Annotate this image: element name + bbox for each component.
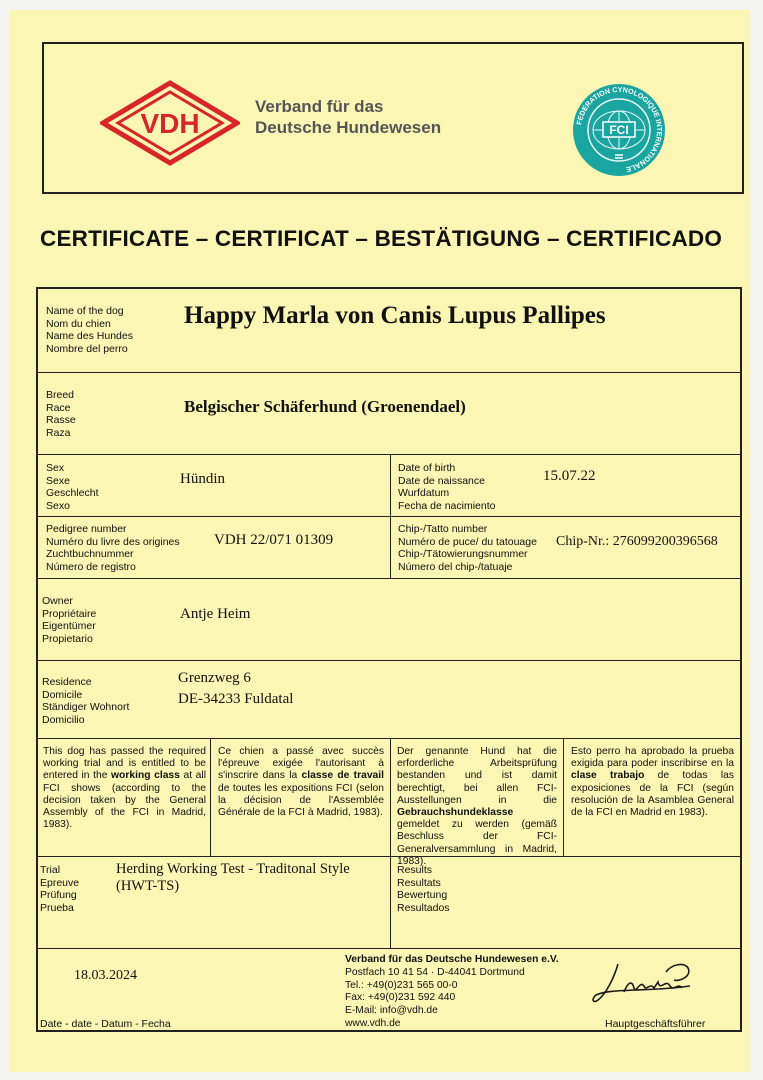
divider bbox=[390, 454, 391, 578]
sex-labels bbox=[46, 462, 99, 512]
label-de: Rasse bbox=[46, 414, 76, 426]
label-fr: Numéro de puce/ du tatouage bbox=[398, 535, 537, 548]
label-fr: Epreuve bbox=[40, 876, 80, 889]
fax: Fax: +49(0)231 592 440 bbox=[345, 992, 456, 1004]
label-fr: Resultats bbox=[397, 876, 441, 889]
label-es: Raza bbox=[46, 426, 71, 439]
pedigree-value: VDH 22/071 01309 bbox=[214, 532, 334, 548]
label-fr: Numéro du livre des origines bbox=[46, 535, 180, 548]
trial-line1: Herding Working Test - Traditonal Style bbox=[116, 861, 350, 877]
org-name-line1: Verband für das bbox=[255, 97, 384, 116]
label-de: Bewertung bbox=[397, 889, 448, 901]
residence-line2: DE-34233 Fuldatal bbox=[178, 691, 294, 707]
date-label: Date - date - Datum - Fecha bbox=[40, 1018, 171, 1030]
org-full-name: Verband für das Deutsche Hundewesen e.V. bbox=[345, 954, 559, 965]
divider bbox=[36, 856, 742, 857]
phone: Tel.: +49(0)231 565 00-0 bbox=[345, 979, 458, 991]
label-fr: Nom du chien bbox=[46, 317, 111, 330]
dog-name-value: Happy Marla von Canis Lupus Pallipes bbox=[184, 302, 606, 329]
statement-es: Esto perro ha aprobado la prueba exigida para poder inscribirse en la clase trabajo de todas las exposiciones de la FCI (según resolución de la Asamblea General de la FCI en Madrid en 1983). bbox=[571, 746, 734, 819]
label-es: Prueba bbox=[40, 901, 74, 914]
label-en: Chip-/Tatto number bbox=[398, 523, 488, 535]
divider bbox=[36, 516, 742, 517]
residence-labels bbox=[42, 676, 129, 726]
vdh-logo bbox=[100, 80, 240, 166]
label-de: Prüfung bbox=[40, 889, 77, 901]
label-de: Name des Hundes bbox=[46, 330, 133, 342]
label-de: Geschlecht bbox=[46, 487, 99, 499]
breed-value: Belgischer Schäferhund (Groenendael) bbox=[184, 397, 466, 416]
fci-center-text: FCI bbox=[609, 123, 629, 137]
chip-value: Chip-Nr.: 276099200396568 bbox=[556, 534, 718, 549]
label-de: Eigentümer bbox=[42, 620, 96, 632]
divider bbox=[36, 372, 742, 373]
divider bbox=[36, 738, 742, 739]
label-de: Chip-/Tätowierungsnummer bbox=[398, 548, 528, 560]
results-labels bbox=[397, 864, 450, 914]
trial-labels bbox=[40, 864, 79, 914]
divider bbox=[390, 738, 391, 948]
label-en: Name of the dog bbox=[46, 305, 124, 317]
org-address-block bbox=[345, 954, 559, 1031]
sex-value: Hündin bbox=[180, 471, 225, 487]
website: www.vdh.de bbox=[345, 1017, 401, 1029]
issue-date: 18.03.2024 bbox=[74, 968, 137, 983]
breed-labels bbox=[46, 389, 76, 439]
dob-value: 15.07.22 bbox=[543, 468, 596, 484]
dog-name-labels bbox=[46, 305, 133, 355]
label-de: Wurfdatum bbox=[398, 487, 450, 499]
label-en: Breed bbox=[46, 389, 75, 401]
label-fr: Race bbox=[46, 401, 71, 414]
org-name-block bbox=[255, 96, 441, 138]
divider bbox=[36, 948, 742, 949]
label-de: Ständiger Wohnort bbox=[42, 701, 130, 713]
signer-title: Hauptgeschäftsführer bbox=[605, 1018, 706, 1030]
certificate-title: CERTIFICATE – CERTIFICAT – BESTÄTIGUNG – CERTIFICADO bbox=[40, 226, 723, 251]
divider bbox=[36, 660, 742, 661]
label-es: Resultados bbox=[397, 901, 450, 914]
dob-labels bbox=[398, 462, 495, 512]
residence-line1: Grenzweg 6 bbox=[178, 670, 251, 686]
statement-de: Der genannte Hund hat die erforderliche Arbeitsprüfung bestanden und ist damit berechtigt, bei allen FCI-Ausstellungen in die Gebrauchshundeklasse gemeldet zu werden (gemäß Beschluss der FCI-Generalversammlung in Madrid, 1983). bbox=[397, 746, 557, 867]
divider bbox=[210, 738, 211, 856]
chip-labels bbox=[398, 523, 537, 573]
label-en: Sex bbox=[46, 462, 65, 474]
divider bbox=[36, 454, 742, 455]
label-en: Trial bbox=[40, 864, 61, 876]
label-fr: Sexe bbox=[46, 474, 70, 487]
label-es: Sexo bbox=[46, 499, 70, 512]
label-es: Número del chip-/tatuaje bbox=[398, 560, 513, 573]
label-es: Propietario bbox=[42, 632, 93, 645]
label-en: Date of birth bbox=[398, 462, 456, 474]
label-en: Owner bbox=[42, 595, 73, 607]
label-de: Zuchtbuchnummer bbox=[46, 548, 134, 560]
fci-ring-text: FEDERATION CYNOLOGIQUE INTERNATIONALE bbox=[574, 84, 665, 175]
email: E-Mail: info@vdh.de bbox=[345, 1005, 438, 1017]
label-en: Results bbox=[397, 864, 433, 876]
label-es: Fecha de nacimiento bbox=[398, 499, 496, 512]
label-es: Número de registro bbox=[46, 560, 136, 573]
label-fr: Domicile bbox=[42, 688, 83, 701]
label-fr: Date de naissance bbox=[398, 474, 485, 487]
divider bbox=[563, 738, 564, 856]
label-es: Nombre del perro bbox=[46, 342, 128, 355]
label-fr: Propriétaire bbox=[42, 607, 97, 620]
vdh-logo-text: VDH bbox=[140, 108, 200, 139]
org-name-line2: Deutsche Hundewesen bbox=[255, 118, 442, 137]
label-en: Pedigree number bbox=[46, 523, 127, 535]
owner-value: Antje Heim bbox=[180, 606, 251, 622]
trial-line2: (HWT-TS) bbox=[116, 878, 180, 894]
divider bbox=[36, 578, 742, 579]
pedigree-labels bbox=[46, 523, 180, 573]
label-es: Domicilio bbox=[42, 713, 85, 726]
owner-labels bbox=[42, 595, 96, 645]
label-en: Residence bbox=[42, 676, 92, 688]
fci-logo bbox=[571, 82, 667, 178]
statement-en: This dog has passed the required working trial and is entitled to be entered in the working class at all FCI shows (according to the decision taken by the General Assembly of the FCI in Madrid, 1983). bbox=[43, 746, 206, 831]
statement-fr: Ce chien a passé avec succès l'épreuve exigée l'autorisant à s'inscrire dans la classe de travail de toutes les expositions FCI (selon la décision de l'Assemblée Générale de la FCI à Madrid, 1983). bbox=[218, 746, 384, 819]
postal-address: Postfach 10 41 54 · D-44041 Dortmund bbox=[345, 966, 525, 978]
signature bbox=[588, 958, 698, 1014]
